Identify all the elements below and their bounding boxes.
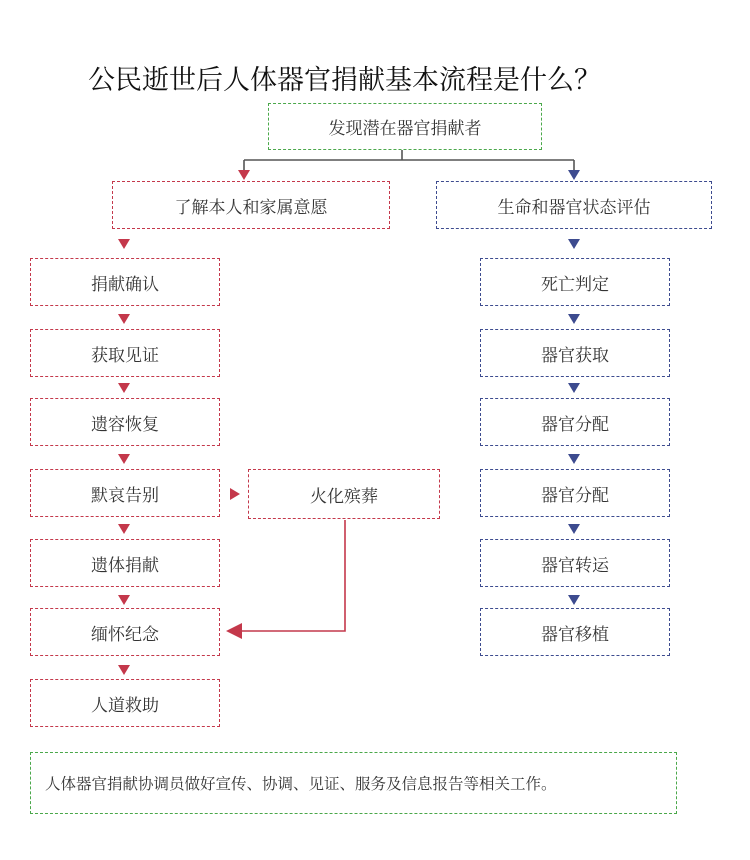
arrow-right-2 <box>568 383 580 393</box>
left-step-6: 人道救助 <box>30 679 220 727</box>
arrow-left-3 <box>118 454 130 464</box>
left-step-2: 遗容恢复 <box>30 398 220 446</box>
arrow-right-1 <box>568 314 580 324</box>
arrow-left-6 <box>118 665 130 675</box>
arrow-right-3 <box>568 454 580 464</box>
arrow-left-0 <box>118 239 130 249</box>
arrow-left-1 <box>118 314 130 324</box>
page-title: 公民逝世后人体器官捐献基本流程是什么？ <box>88 65 601 96</box>
left-step-0: 捐献确认 <box>30 258 220 306</box>
arrow-left-4 <box>118 524 130 534</box>
arrow-to-side <box>230 488 240 500</box>
right-step-0: 死亡判定 <box>480 258 670 306</box>
arrow-left-5 <box>118 595 130 605</box>
root-node: 发现潜在器官捐献者 <box>268 103 542 150</box>
right-head-node: 生命和器官状态评估 <box>436 181 712 229</box>
right-step-3: 器官分配 <box>480 469 670 517</box>
left-step-1: 获取见证 <box>30 329 220 377</box>
arrow-left-2 <box>118 383 130 393</box>
footer-note: 人体器官捐献协调员做好宣传、协调、见证、服务及信息报告等相关工作。 <box>30 752 677 814</box>
left-step-4: 遗体捐献 <box>30 539 220 587</box>
left-step-3: 默哀告别 <box>30 469 220 517</box>
right-step-4: 器官转运 <box>480 539 670 587</box>
side-step-node: 火化殡葬 <box>248 469 440 519</box>
right-branch-arrow <box>568 170 580 180</box>
right-step-1: 器官获取 <box>480 329 670 377</box>
left-step-5: 缅怀纪念 <box>30 608 220 656</box>
arrow-right-4 <box>568 524 580 534</box>
arrow-right-5 <box>568 595 580 605</box>
right-step-2: 器官分配 <box>480 398 670 446</box>
left-head-node: 了解本人和家属意愿 <box>112 181 390 229</box>
left-branch-arrow <box>238 170 250 180</box>
right-step-5: 器官移植 <box>480 608 670 656</box>
arrow-return-to-memorial <box>234 520 345 631</box>
arrow-right-0 <box>568 239 580 249</box>
